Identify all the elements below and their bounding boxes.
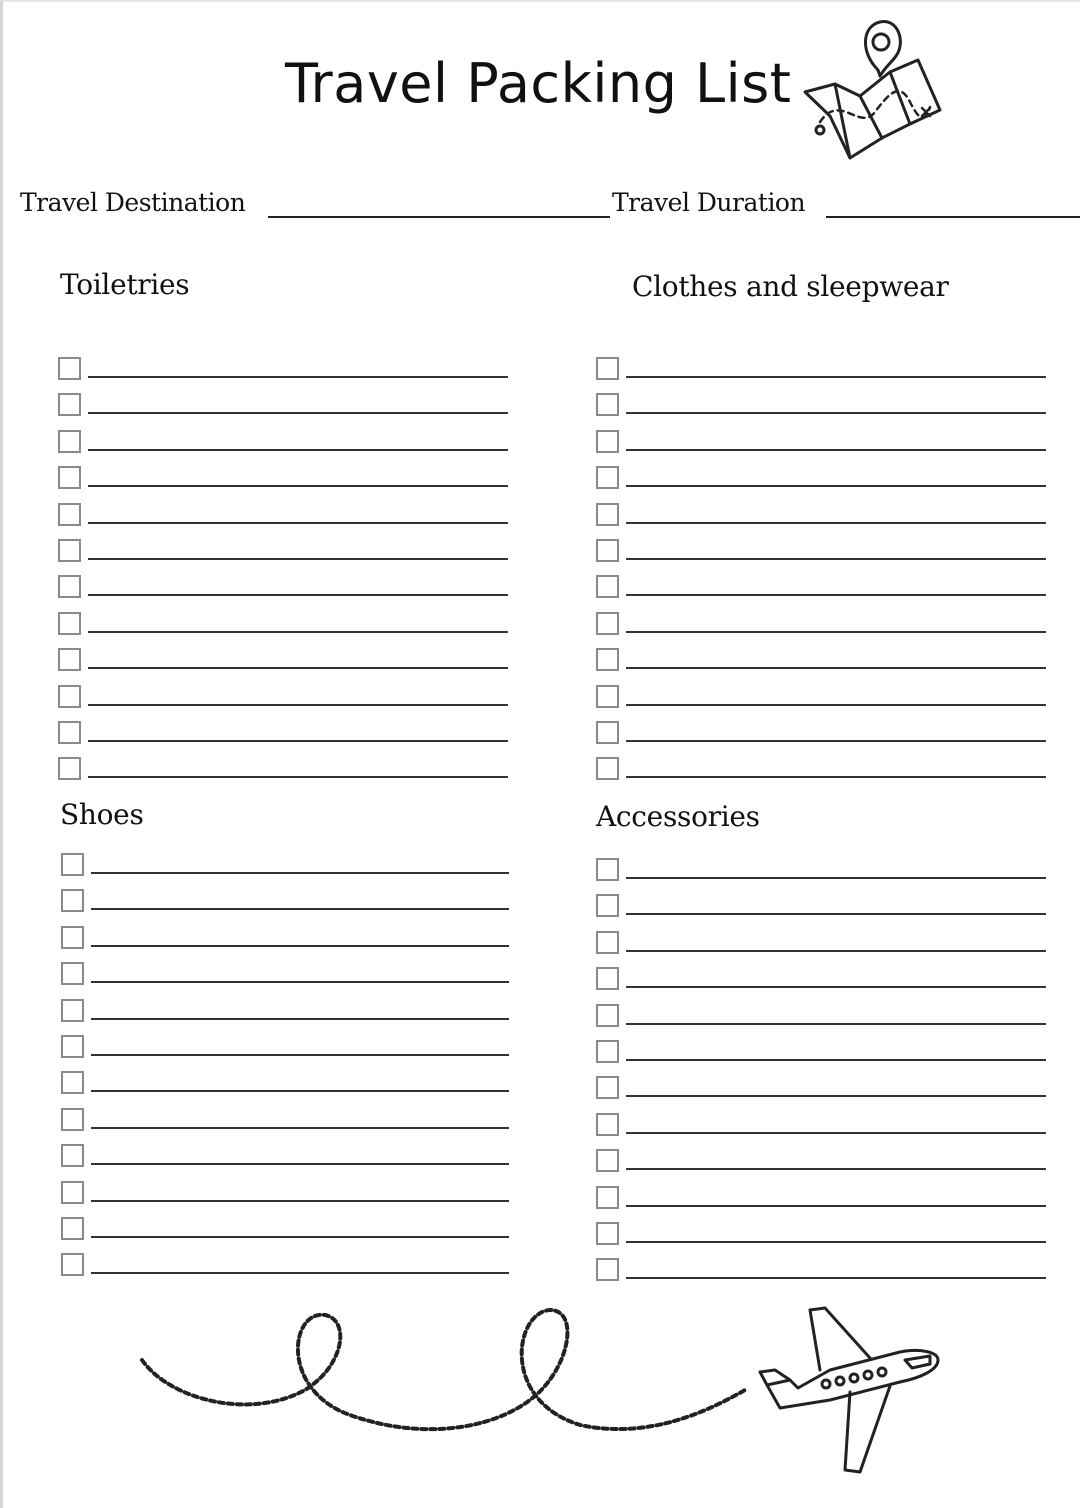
item-entry-line[interactable] bbox=[88, 594, 508, 596]
item-entry-line[interactable] bbox=[626, 1241, 1046, 1243]
item-entry-line[interactable] bbox=[626, 1023, 1046, 1025]
item-checkbox[interactable] bbox=[596, 967, 619, 990]
item-checkbox[interactable] bbox=[596, 1186, 619, 1209]
item-checkbox[interactable] bbox=[596, 503, 619, 526]
item-entry-line[interactable] bbox=[88, 558, 508, 560]
folded-map-pin-icon bbox=[800, 12, 950, 162]
item-checkbox[interactable] bbox=[61, 889, 84, 912]
dashed-flight-path bbox=[142, 1310, 745, 1429]
item-checkbox[interactable] bbox=[596, 931, 619, 954]
trip-details-row bbox=[20, 188, 1080, 224]
item-checkbox[interactable] bbox=[596, 721, 619, 744]
item-checkbox[interactable] bbox=[596, 539, 619, 562]
item-entry-line[interactable] bbox=[626, 1132, 1046, 1134]
item-entry-line[interactable] bbox=[626, 376, 1046, 378]
item-entry-line[interactable] bbox=[626, 1277, 1046, 1279]
item-checkbox[interactable] bbox=[61, 1181, 84, 1204]
item-checkbox[interactable] bbox=[58, 685, 81, 708]
travel-duration-field[interactable] bbox=[826, 216, 1080, 218]
item-entry-line[interactable] bbox=[91, 1272, 509, 1274]
item-entry-line[interactable] bbox=[626, 522, 1046, 524]
item-checkbox[interactable] bbox=[596, 430, 619, 453]
item-entry-line[interactable] bbox=[626, 631, 1046, 633]
item-entry-line[interactable] bbox=[91, 1127, 509, 1129]
item-entry-line[interactable] bbox=[88, 376, 508, 378]
item-checkbox[interactable] bbox=[596, 685, 619, 708]
item-checkbox[interactable] bbox=[596, 466, 619, 489]
item-checkbox[interactable] bbox=[596, 1258, 619, 1281]
item-entry-line[interactable] bbox=[88, 522, 508, 524]
item-entry-line[interactable] bbox=[91, 981, 509, 983]
item-entry-line[interactable] bbox=[91, 872, 509, 874]
item-checkbox[interactable] bbox=[596, 894, 619, 917]
item-entry-line[interactable] bbox=[91, 945, 509, 947]
item-entry-line[interactable] bbox=[91, 1200, 509, 1202]
item-entry-line[interactable] bbox=[626, 1095, 1046, 1097]
item-entry-line[interactable] bbox=[88, 667, 508, 669]
item-entry-line[interactable] bbox=[626, 776, 1046, 778]
item-entry-line[interactable] bbox=[626, 950, 1046, 952]
item-checkbox[interactable] bbox=[58, 503, 81, 526]
item-entry-line[interactable] bbox=[91, 1018, 509, 1020]
item-checkbox[interactable] bbox=[61, 962, 84, 985]
item-checkbox[interactable] bbox=[596, 1113, 619, 1136]
item-entry-line[interactable] bbox=[88, 412, 508, 414]
item-entry-line[interactable] bbox=[626, 485, 1046, 487]
item-checkbox[interactable] bbox=[596, 393, 619, 416]
item-checkbox[interactable] bbox=[61, 1217, 84, 1240]
section-title-toiletries: Toiletries bbox=[60, 268, 190, 301]
item-entry-line[interactable] bbox=[88, 740, 508, 742]
item-checkbox[interactable] bbox=[58, 721, 81, 744]
item-checkbox[interactable] bbox=[596, 1076, 619, 1099]
item-entry-line[interactable] bbox=[626, 1168, 1046, 1170]
item-entry-line[interactable] bbox=[626, 667, 1046, 669]
item-checkbox[interactable] bbox=[61, 926, 84, 949]
item-checkbox[interactable] bbox=[61, 853, 84, 876]
item-entry-line[interactable] bbox=[626, 986, 1046, 988]
travel-duration-label: Travel Duration bbox=[612, 188, 806, 217]
item-entry-line[interactable] bbox=[91, 1054, 509, 1056]
item-checkbox[interactable] bbox=[596, 575, 619, 598]
item-entry-line[interactable] bbox=[88, 776, 508, 778]
item-entry-line[interactable] bbox=[626, 412, 1046, 414]
item-entry-line[interactable] bbox=[91, 1163, 509, 1165]
item-entry-line[interactable] bbox=[626, 913, 1046, 915]
item-entry-line[interactable] bbox=[91, 1090, 509, 1092]
item-checkbox[interactable] bbox=[61, 999, 84, 1022]
item-checkbox[interactable] bbox=[58, 466, 81, 489]
item-checkbox[interactable] bbox=[596, 1004, 619, 1027]
item-checkbox[interactable] bbox=[61, 1253, 84, 1276]
item-checkbox[interactable] bbox=[58, 539, 81, 562]
item-entry-line[interactable] bbox=[91, 1236, 509, 1238]
item-checkbox[interactable] bbox=[58, 430, 81, 453]
section-title-shoes: Shoes bbox=[60, 798, 144, 831]
item-entry-line[interactable] bbox=[88, 449, 508, 451]
item-checkbox[interactable] bbox=[596, 1149, 619, 1172]
item-checkbox[interactable] bbox=[61, 1108, 84, 1131]
item-checkbox[interactable] bbox=[58, 357, 81, 380]
page-title: Travel Packing List bbox=[285, 52, 792, 115]
item-checkbox[interactable] bbox=[61, 1035, 84, 1058]
item-checkbox[interactable] bbox=[61, 1071, 84, 1094]
item-checkbox[interactable] bbox=[596, 612, 619, 635]
footer-doodle bbox=[130, 1290, 960, 1490]
travel-destination-label: Travel Destination bbox=[20, 188, 246, 217]
item-entry-line[interactable] bbox=[88, 485, 508, 487]
item-checkbox[interactable] bbox=[596, 1040, 619, 1063]
item-entry-line[interactable] bbox=[88, 631, 508, 633]
item-checkbox[interactable] bbox=[596, 757, 619, 780]
section-title-clothes: Clothes and sleepwear bbox=[632, 270, 949, 303]
item-entry-line[interactable] bbox=[626, 1205, 1046, 1207]
item-entry-line[interactable] bbox=[91, 908, 509, 910]
section-title-accessories: Accessories bbox=[596, 800, 760, 833]
item-entry-line[interactable] bbox=[626, 449, 1046, 451]
item-entry-line[interactable] bbox=[626, 877, 1046, 879]
item-checkbox[interactable] bbox=[58, 575, 81, 598]
item-entry-line[interactable] bbox=[626, 594, 1046, 596]
item-entry-line[interactable] bbox=[626, 740, 1046, 742]
item-checkbox[interactable] bbox=[596, 648, 619, 671]
item-entry-line[interactable] bbox=[626, 558, 1046, 560]
item-checkbox[interactable] bbox=[58, 393, 81, 416]
item-checkbox[interactable] bbox=[58, 757, 81, 780]
item-checkbox[interactable] bbox=[596, 357, 619, 380]
item-checkbox[interactable] bbox=[61, 1144, 84, 1167]
travel-destination-field[interactable] bbox=[268, 216, 610, 218]
item-entry-line[interactable] bbox=[626, 1059, 1046, 1061]
item-checkbox[interactable] bbox=[596, 858, 619, 881]
item-entry-line[interactable] bbox=[626, 704, 1046, 706]
airplane-icon bbox=[760, 1308, 938, 1472]
item-checkbox[interactable] bbox=[58, 612, 81, 635]
item-checkbox[interactable] bbox=[596, 1222, 619, 1245]
item-checkbox[interactable] bbox=[58, 648, 81, 671]
item-entry-line[interactable] bbox=[88, 704, 508, 706]
